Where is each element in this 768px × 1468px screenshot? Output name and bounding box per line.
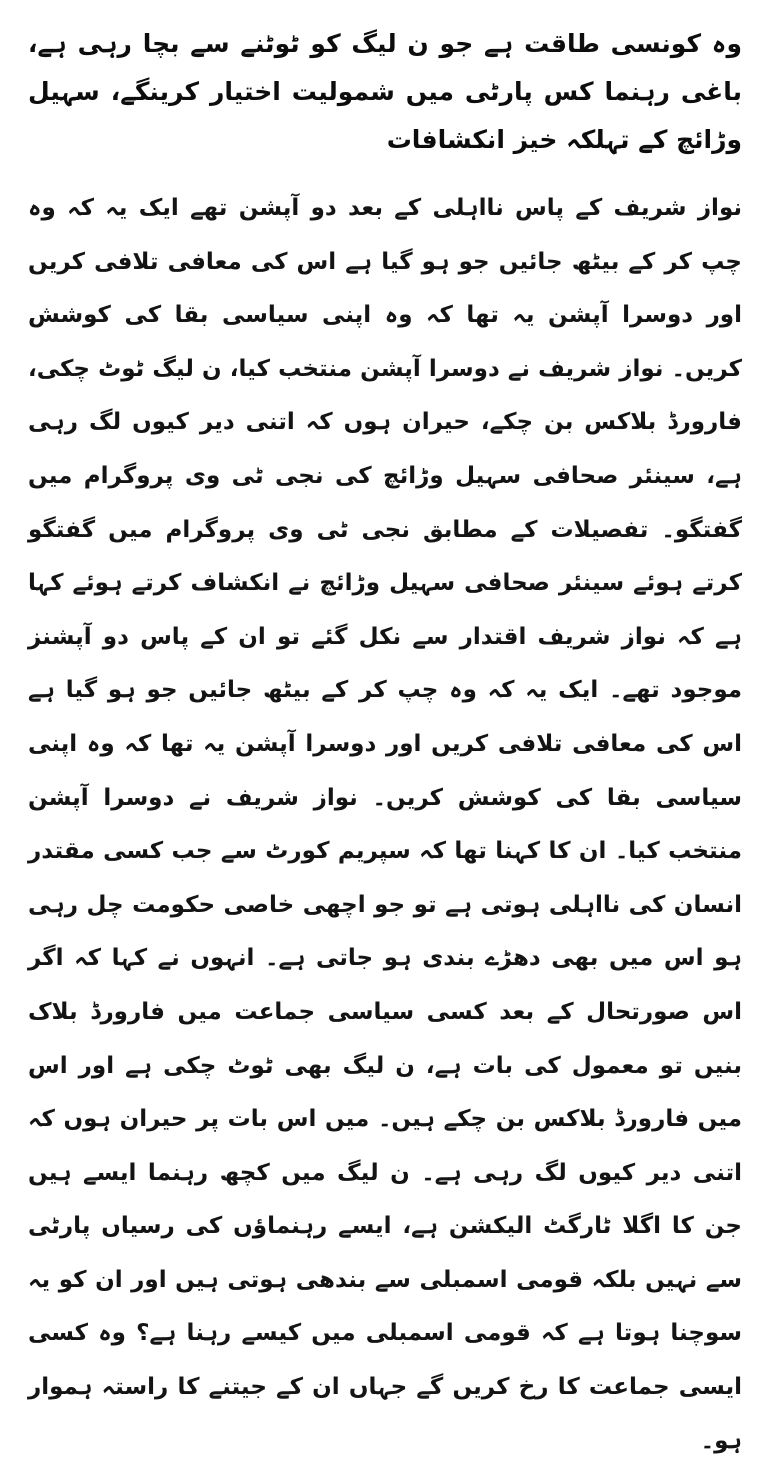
- body-segment-2: تفصیلات کے مطابق نجی ٹی وی پروگرام میں گفتگو کرتے ہوئے سینئر صحافی سہیل وڑائچ نے انکشاف کرتے ہوئے کہا ہے کہ نواز شریف اقتدار سے نکل گئے تو ان کے پاس دو آپشنز موجود تھے۔ ایک یہ کہ وہ چپ کر کے بیٹھ جائیں جو ہو گیا ہے اس کی معافی تلافی کریں اور دوسرا آپشن یہ تھا کہ وہ اپنی سیاسی بقا کی کوشش کریں۔ نواز شریف نے دوسرا آپشن منتخب کیا۔: [28, 516, 743, 865]
- body-segment-5: ن لیگ میں کچھ رہنما ایسے ہیں جن کا اگلا ٹارگٹ الیکشن ہے، ایسے رہنماؤں کی رسیاں پارٹی سے نہیں بلکہ قومی اسمبلی سے بندھی ہوتی ہیں اور ان کو یہ سوچنا ہوتا ہے کہ قومی اسمبلی میں کیسے رہنا ہے؟ وہ کسی ایسی جماعت کا رخ کریں گے جہاں ان کے جیتنے کا راستہ ہموار ہو۔: [28, 1159, 742, 1454]
- article-headline: وہ کونسی طاقت ہے جو ن لیگ کو ٹوٹنے سے بچا رہی ہے، باغی رہنما کس پارٹی میں شمولیت اختیار کرینگے، سہیل وڑائچ کے تہلکہ خیز انکشافات: [28, 29, 742, 154]
- news-article: [28, 20, 742, 1468]
- body-segment-4: انہوں نے کہا کہ اگر اس صورتحال کے بعد کسی سیاسی جماعت میں فارورڈ بلاک بنیں تو معمول کی بات ہے، ن لیگ بھی ٹوٹ چکی ہے اور اس میں فارورڈ بلاکس بن چکے ہیں۔ میں اس بات پر حیران ہوں کہ اتنی دیر کیوں لگ رہی ہے۔: [28, 945, 742, 1186]
- body-segment-3: ان کا کہنا تھا کہ سپریم کورٹ سے جب کسی مقتدر انسان کی نااہلی ہوتی ہے تو جو اچھی خاصی حکومت چل رہی ہو اس میں بھی دھڑے بندی ہو جاتی ہے۔: [28, 838, 742, 972]
- article-body: [28, 182, 742, 1468]
- body-segment-1: نواز شریف کے پاس نااہلی کے بعد دو آپشن تھے ایک یہ کہ وہ چپ کر کے بیٹھ جائیں جو ہو گیا ہے اس کی معافی تلافی کریں اور دوسرا آپشن یہ تھا کہ وہ اپنی سیاسی بقا کی کوشش کریں۔ نواز شریف نے دوسرا آپشن منتخب کیا، ن لیگ ٹوٹ چکی، فارورڈ بلاکس بن چکے، حیران ہوں کہ اتنی دیر کیوں لگ رہی ہے، سینئر صحافی سہیل وڑائچ کی نجی ٹی وی پروگرام میں گفتگو۔: [28, 195, 742, 543]
